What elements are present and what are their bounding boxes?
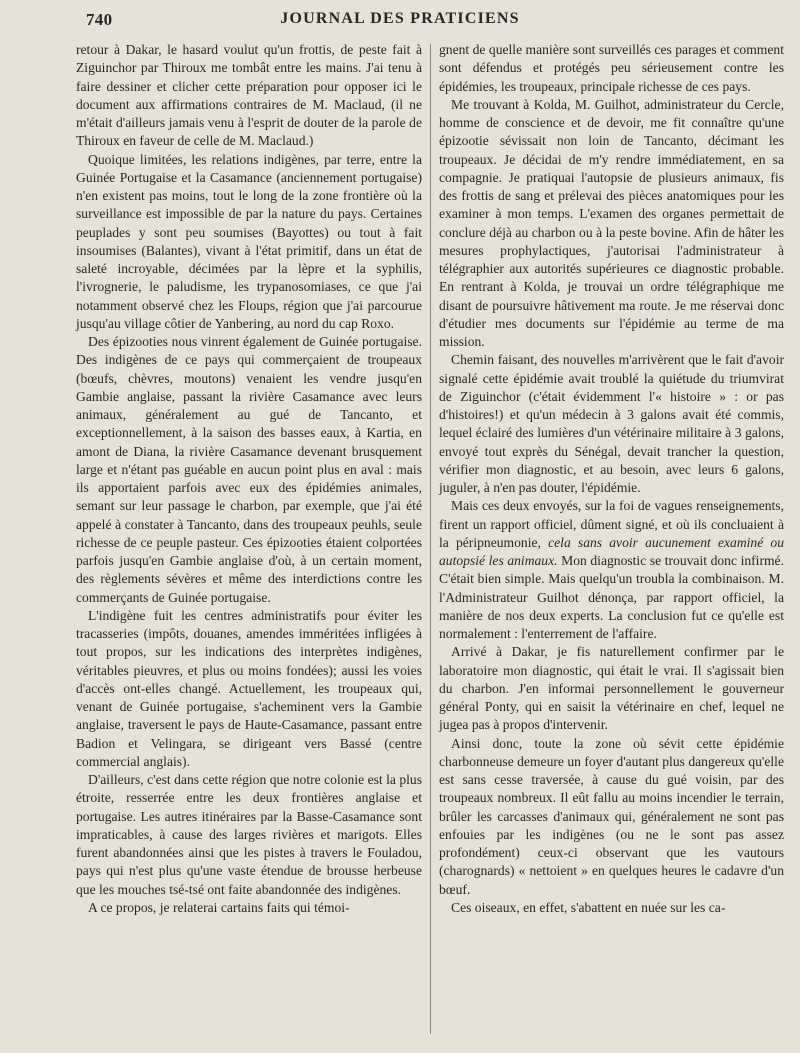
paragraph-text: Mon diagnostic se trouvait donc infirmé. C'était bien simple. Mais quelqu'un troubla la combinaison. M. l'Administrateur Guilhot dénonça, par rapport officiel, la manière de nos deux experts. La conclusion fut ce qu'elle est normalement : l'enterrement de l'affaire. <box>439 553 784 641</box>
paragraph: L'indigène fuit les centres administratifs pour éviter les tracasseries (impôts, douanes, amendes imméritées infligées à tout propos, sur les indications des interprètes indigènes, véritables pieuvres, et plus ou moins fondées); aussi les voies d'accès ont-elles changé. Actuellement, les troupeaux qui, venant de Guinée portugaise, s'acheminent vers la Gambie anglaise, traversent le pays de Haute-Casamance, passant entre Badion et Velingara, se dirigeant vers Bassé (centre commercial anglais). <box>76 607 422 769</box>
paragraph: Ces oiseaux, en effet, s'abattent en nuée sur les ca- <box>451 899 726 915</box>
page-header <box>0 0 800 38</box>
left-column <box>76 41 422 917</box>
paragraph <box>439 497 784 643</box>
italic-passage: cela sans avoir aucunement examiné ou autopsié les animaux. <box>439 534 785 568</box>
paragraph: Arrivé à Dakar, je fis naturellement confirmer par le laboratoire mon diagnostic, qui était le vrai. Il s'agissait bien du charbon. J'en informai personnellement le gouverneur général Ponty, qui en saisit la vétérinaire en chef, lequel ne jugea pas à propos d'intervenir. <box>439 644 784 733</box>
paragraph: retour à Dakar, le hasard voulut qu'un frottis, de peste fait à Ziguinchor par Thiroux me tombât entre les mains. J'ai tenu à faire dessiner et clicher cette préparation pour opposer ici le document aux affirmations contraires de M. Maclaud, (il ne m'était d'ailleurs jamais venu à l'esprit de douter de la parole de Thiroux en faveur de celle de M. Maclaud.) <box>76 42 422 149</box>
paragraph: Me trouvant à Kolda, M. Guilhot, administrateur du Cercle, homme de conscience et de devoir, me fit connaître qu'une épizootie sévissait non loin de Tancanto, décimant les troupeaux. Je décidai de m'y rendre immédiatement, en sa compagnie. Je pratiquai l'autopsie de plusieurs animaux, fis des frottis de sang et prélevai des pièces anatomiques pour les examiner à mon temps. L'examen des organes permettait de conclure déjà au charbon ou à la peste bovine. Afin de hâter les mesures prophylactiques, j'autorisai l'administrateur à télégraphier aux autorités supérieures ce diagnostic probable. En rentrant à Kolda, je trouvai un ordre télégraphique me disant de poursuivre hâtivement ma route. Je me réservai donc d'étudier mes documents sur l'épidémie au terme de ma mission. <box>439 96 784 349</box>
journal-title: JOURNAL DES PRATICIENS <box>280 10 520 27</box>
paragraph: A ce propos, je relaterai cartains faits qui témoi- <box>88 899 350 915</box>
paragraph: Chemin faisant, des nouvelles m'arrivèrent que le fait d'avoir signalé cette épidémie avait troublé la quiétude du triumvirat de Ziguinchor (c'était évidemment l'« histoire » : or pas d'histoires!) et qu'un médecin à 3 galons avait été commis, lequel éclairé des lumières d'un vétérinaire militaire à 3 galons, envoyé tout exprès du Sénégal, devait trancher la question, vérifier mon diagnostic, et au besoin, avec leurs 6 galons, juguler, à n'en pas douter, l'épidémie. <box>439 352 784 495</box>
page-number: 740 <box>86 10 113 29</box>
paragraph-text: Mais ces deux envoyés, sur la foi de vagues renseignements, firent un rapport officiel, dûment signé, et où ils concluaient à la péripneumonie, <box>439 498 784 550</box>
paragraph: D'ailleurs, c'est dans cette région que notre colonie est la plus étroite, resserrée entre les deux frontières anglaise et portugaise. Les autres itinéraires par la Basse-Casamance sont impraticables, à cause des larges rivières et marigots. Elles furent abandonnées ainsi que les pistes à travers le Fouladou, pays qui n'est plus qu'une vaste étendue de brousse herbeuse que les mouches tsé-tsé ont faite abandonnée des indigènes. <box>76 772 422 897</box>
paragraph: Quoique limitées, les relations indigènes, par terre, entre la Guinée Portugaise et la Casamance (anciennement portugaise) n'en existent pas moins, tout le long de la zone frontière où la surveillance est impossible de par la nature du pays. Certaines peuplades y sont peu soumises (Bayottes) ou tout à fait insoumises (Balantes), vivant à l'état primitif, dans un état de saleté incroyable, décimées par la lèpre et la syphilis, l'ivrognerie, le paludisme, les trypanosomiases, ce que j'ai notamment observé chez les Floups, région que j'ai parcourue jusqu'au village côtier de Yanbering, au nord du cap Roxo. <box>76 151 422 331</box>
paragraph: gnent de quelle manière sont surveillés ces parages et comment sont défendus et protégés peu sérieusement contre les épidémies, les troupeaux, principale richesse de ces pays. <box>439 42 784 94</box>
right-column <box>439 41 784 917</box>
paragraph: Ainsi donc, toute la zone où sévit cette épidémie charbonneuse demeure un foyer d'autant plus dangereux qu'elle est sans cesse traversée, à cause du gué voisin, par des troupeaux nombreux. Il eût fallu au moins incendier le terrain, brûler les carcasses d'animaux qui, généralement ne sont pas enfouies par les indigènes (ou ne le sont pas assez profondément) ceux-ci observant que les vautours (charognards) « nettoient » en quelques heures le cadavre d'un bœuf. <box>439 735 784 897</box>
column-divider <box>430 44 431 1034</box>
paragraph: Des épizooties nous vinrent également de Guinée portugaise. Des indigènes de ce pays qui commerçaient de troupeaux (bœufs, chèvres, moutons) venaient les vendre jusqu'en Gambie anglaise, passant la rivière Casamance avec leurs animaux, généralement au gué de Tancanto, et exceptionnellement, à la saison des basses eaux, à Kartia, en amont de Diana, la rivière Casamance devenant brusquement large et n'étant pas guéable en aucun point plus en aval : mais ils apportaient parfois avec eux des épidémies animales, semant sur leur passage le charbon, par exemple, que j'ai été appelé à constater à Tancanto, dans des troupeaux peuhls, seule richesse de ce peuple pasteur. Ces épizooties étaient colportées parfois jusqu'en Gambie anglaise d'où, à un certain moment, des règlements sévères et même des interdictions contre les commerçants de Guinée portugaise. <box>76 334 422 605</box>
